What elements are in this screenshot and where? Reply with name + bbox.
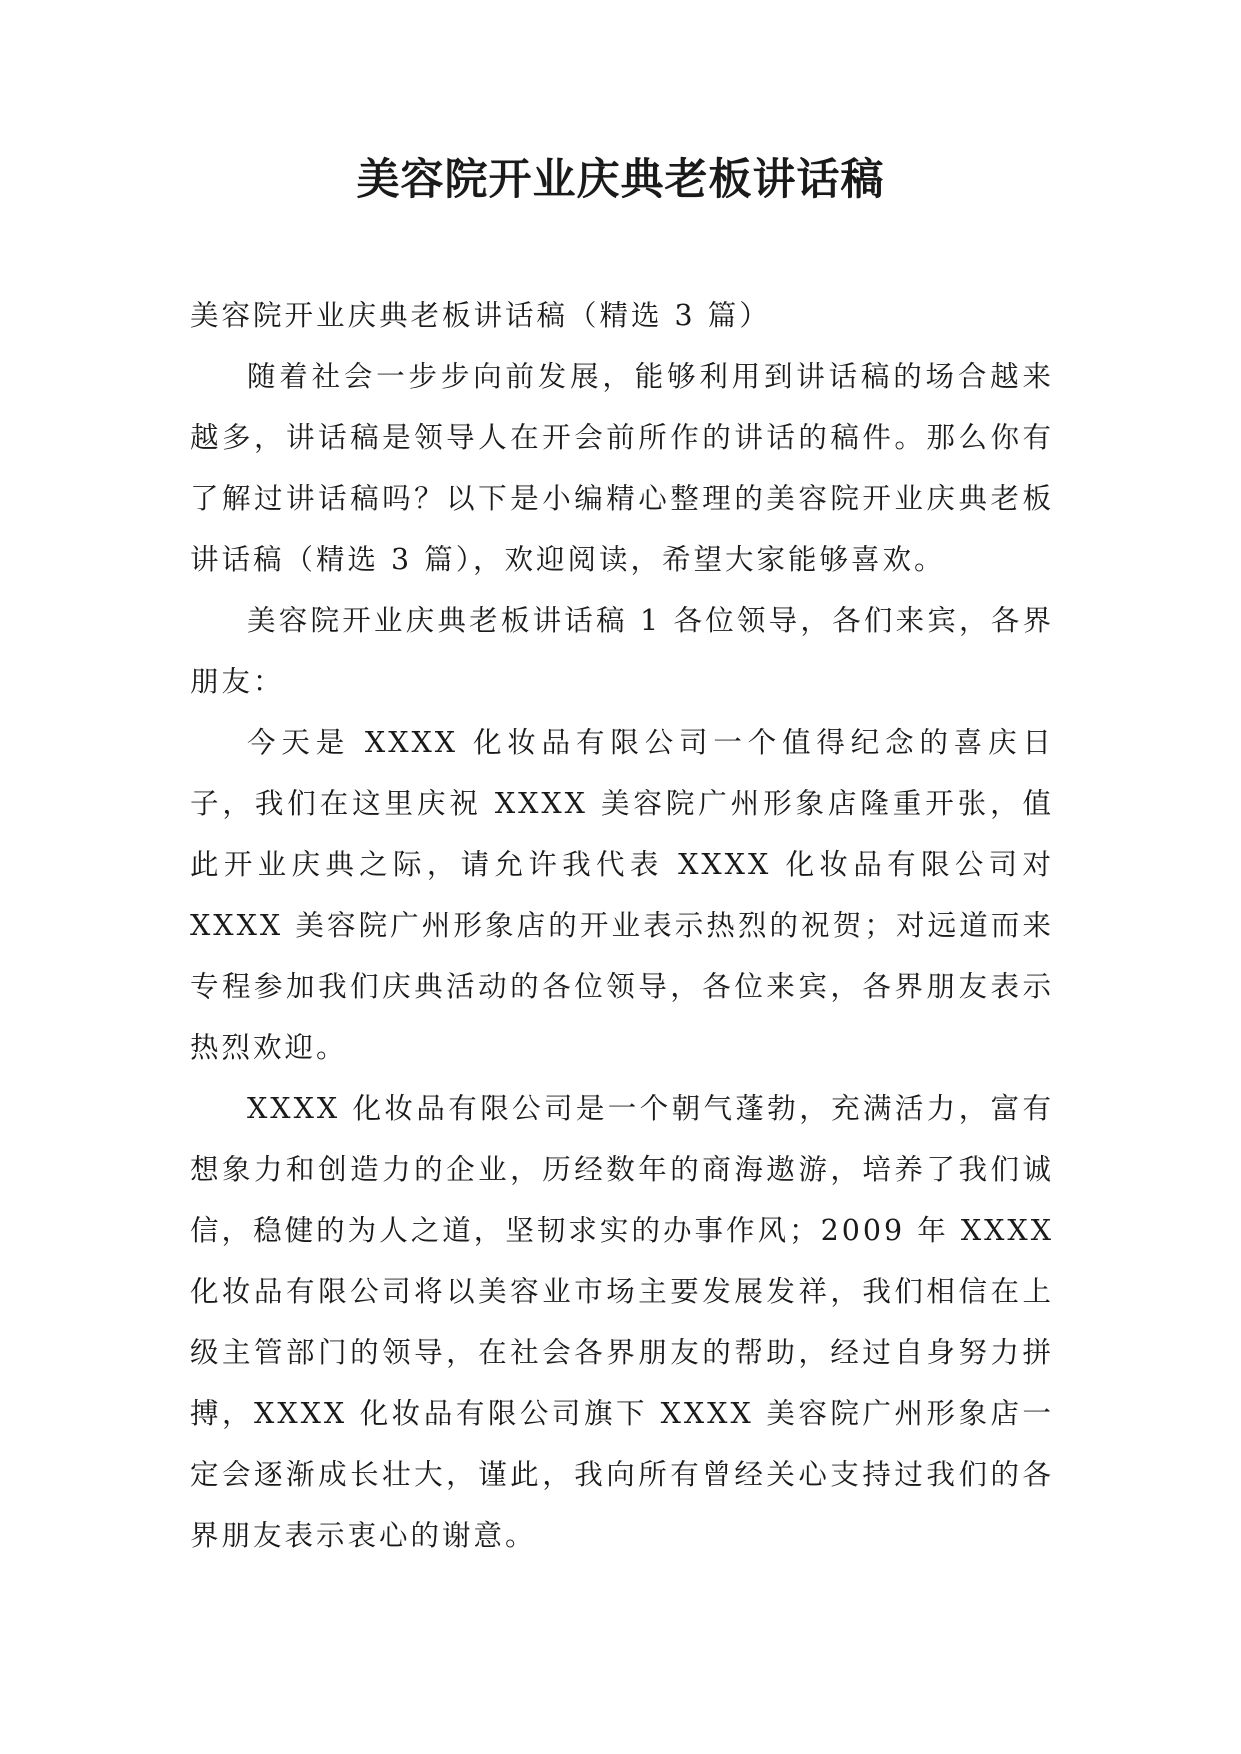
paragraph-celebration: 今天是 XXXX 化妆品有限公司一个值得纪念的喜庆日子，我们在这里庆祝 XXXX 美容院广州形象店隆重开张，值此开业庆典之际，请允许我代表 XXXX 化妆品有限公司对 XXXX 美容院广州形象店的开业表示热烈的祝贺；对远道而来专程参加我们庆典活动的各位领导，各位来宾，各界朋友表示热烈欢迎。	[190, 726, 1054, 1064]
document-title: 美容院开业庆典老板讲话稿	[356, 155, 885, 205]
paragraph-intro: 随着社会一步步向前发展，能够利用到讲话稿的场合越来越多，讲话稿是领导人在开会前所作的讲话的稿件。那么你有了解过讲话稿吗？以下是小编精心整理的美容院开业庆典老板讲话稿（精选 3 篇），欢迎阅读，希望大家能够喜欢。	[190, 360, 1054, 576]
document-subtitle: 美容院开业庆典老板讲话稿（精选 3 篇）	[190, 299, 771, 332]
paragraph-greeting: 美容院开业庆典老板讲话稿 1 各位领导，各们来宾，各界朋友：	[190, 604, 1054, 698]
document-body	[190, 285, 1054, 1566]
paragraph-company: XXXX 化妆品有限公司是一个朝气蓬勃，充满活力，富有想象力和创造力的企业，历经数年的商海遨游，培养了我们诚信，稳健的为人之道，坚韧求实的办事作风；2009 年 XXXX 化妆品有限公司将以美容业市场主要发展发祥，我们相信在上级主管部门的领导，在社会各界朋友的帮助，经过自身努力拼搏，XXXX 化妆品有限公司旗下 XXXX 美容院广州形象店一定会逐渐成长壮大，谨此，我向所有曾经关心支持过我们的各界朋友表示衷心的谢意。	[190, 1092, 1054, 1552]
